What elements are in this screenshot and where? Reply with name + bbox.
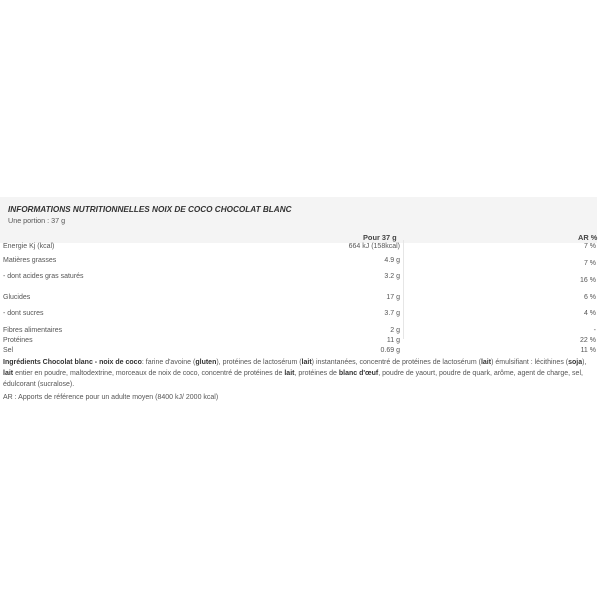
allergen: blanc d'œuf (338, 370, 379, 377)
reference-footnote: AR : Apports de référence pour un adulte moyen (8400 kJ/ 2000 kcal) (3, 394, 219, 401)
allergen: gluten (195, 359, 217, 366)
allergen: lait (480, 359, 492, 366)
row-ar: 4 % (583, 310, 596, 317)
header-panel (0, 197, 597, 243)
ingredients-paragraph (3, 357, 595, 390)
row-label: Glucides (3, 294, 31, 301)
row-ar: - (593, 327, 596, 334)
row-ar: 7 % (583, 260, 596, 267)
portion-size: Une portion : 37 g (8, 216, 66, 225)
table-row (0, 294, 600, 306)
row-value: 17 g (386, 294, 400, 301)
row-value: 0.69 g (380, 347, 400, 354)
ingredients-text: , protéines de (294, 370, 339, 377)
row-ar: 6 % (583, 294, 596, 301)
row-value: 4.9 g (384, 257, 400, 264)
row-ar: 16 % (580, 277, 596, 284)
ingredients-text: ), (582, 359, 587, 366)
row-label: - dont sucres (3, 310, 44, 317)
row-label: Sel (3, 347, 14, 354)
ingredients-text: : farine d'avoine ( (141, 359, 196, 366)
row-value: 3.2 g (384, 273, 400, 280)
ingredients-text: entier en poudre, maltodextrine, morceaux de noix de coco, concentré de protéines de (13, 370, 285, 377)
row-label: Protéines (3, 337, 33, 344)
page-title: INFORMATIONS NUTRITIONNELLES NOIX DE COCO CHOCOLAT BLANC (8, 205, 292, 214)
column-header-portion: Pour 37 g (363, 233, 397, 242)
table-row (0, 257, 600, 269)
row-value: 664 kJ (158kcal) (348, 243, 400, 250)
table-row (0, 273, 600, 285)
row-ar: 7 % (583, 243, 596, 250)
row-label: - dont acides gras saturés (3, 273, 84, 280)
row-value: 11 g (386, 337, 400, 344)
allergen: lait (301, 359, 312, 366)
ingredients-text: ) instantanées, concentré de protéines de lactosérum ( (311, 359, 481, 366)
ingredients-bold: Ingrédients Chocolat blanc - noix de coco (3, 359, 142, 366)
row-value: 2 g (390, 327, 400, 334)
ingredients-text: , poudre de yaourt, poudre de quark, arôme, agent de charge, sel, édulcorant (sucralose). (3, 370, 583, 388)
row-value: 3.7 g (384, 310, 400, 317)
row-label: Matières grasses (3, 257, 57, 264)
table-row (0, 310, 600, 322)
allergen: lait (3, 370, 14, 377)
ingredients-text: ) émulsifiant : lécithines ( (491, 359, 569, 366)
row-ar: 11 % (580, 347, 596, 354)
row-label: Fibres alimentaires (3, 327, 63, 334)
allergen: soja (568, 359, 583, 366)
row-ar: 22 % (580, 337, 596, 344)
ingredients-text: ), protéines de lactosérum ( (216, 359, 302, 366)
row-label: Energie Kj (kcal) (3, 243, 55, 250)
column-header-ar: AR % (578, 233, 598, 242)
allergen: lait (284, 370, 295, 377)
table-row (0, 243, 600, 255)
